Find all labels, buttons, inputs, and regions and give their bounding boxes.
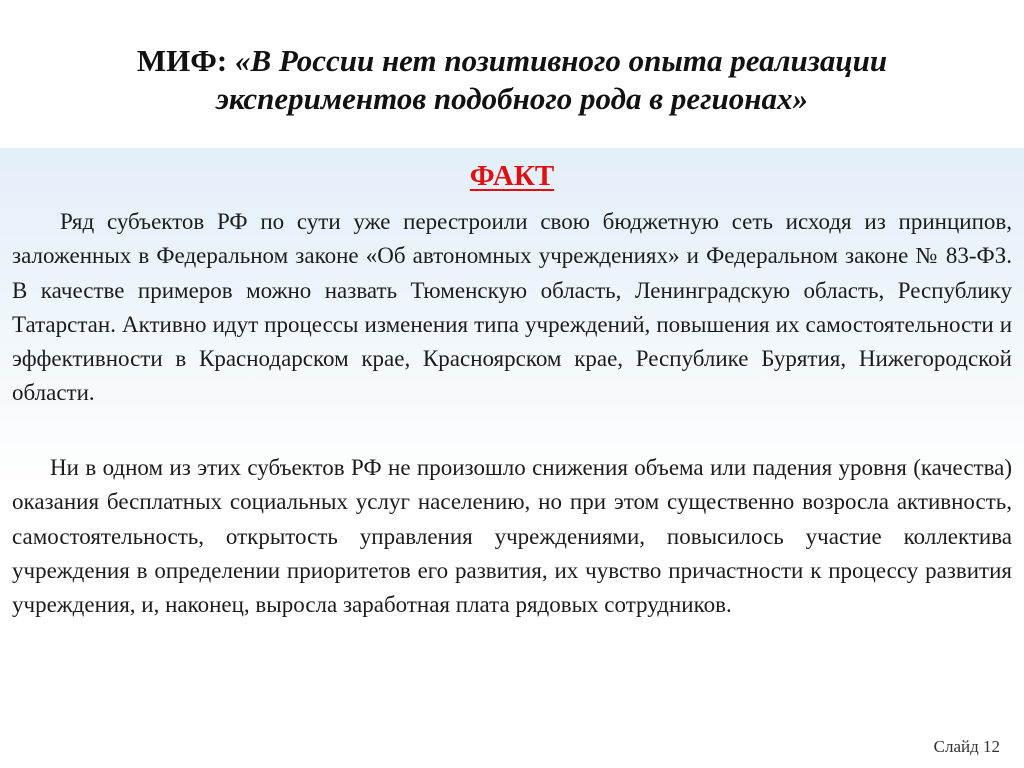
slide-title bbox=[40, 42, 984, 118]
fact-heading bbox=[0, 158, 1024, 194]
fact-paragraph-2: Ни в одном из этих субъектов РФ не произошло снижения объема или падения уровня (качества) оказания бесплатных социальных услуг населению, но при этом существенно возросла активность, самостоятельность, открытость управления учреждениями, повысилось участие коллектива учреждения в определении приоритетов его развития, их чувство причастности к процессу развития учреждения, и, наконец, выросла заработная плата рядовых сотрудников. bbox=[12, 455, 1012, 618]
myth-label: МИФ: bbox=[136, 43, 228, 78]
fact-paragraph-1: Ряд субъектов РФ по сути уже перестроили свою бюджетную сеть исходя из принципов, заложенных в Федеральном законе «Об автономных учреждениях» и Федеральном законе № 83-ФЗ. В качестве примеров можно назвать Тюменскую область, Ленинградскую область, Республику Татарстан. Активно идут процессы изменения типа учреждений, повышения их самостоятельности и эффективности в Краснодарском крае, Красноярском крае, Республике Бурятия, Нижегородской области. bbox=[12, 209, 1012, 406]
fact-heading-text: ФАКТ bbox=[469, 160, 555, 192]
slide-number: Слайд 12 bbox=[933, 737, 1000, 756]
myth-statement: «В России нет позитивного опыта реализации экспериментов подобного рода в регионах» bbox=[216, 43, 888, 116]
